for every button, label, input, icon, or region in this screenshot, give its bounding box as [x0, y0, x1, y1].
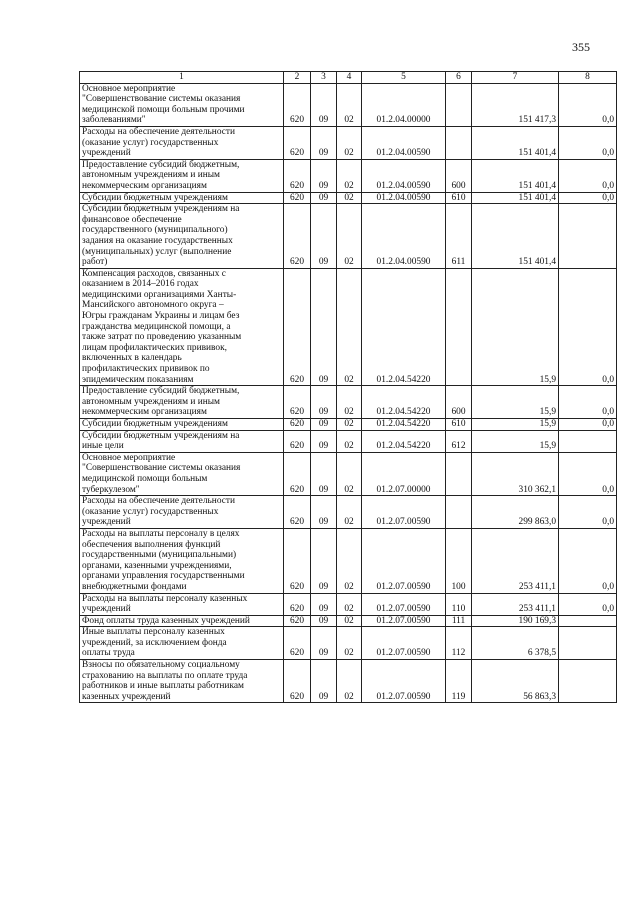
table-row	[80, 192, 617, 204]
admin-code-cell: 620	[284, 159, 311, 192]
header-cell: 8	[559, 72, 617, 84]
expense-type-cell: 100	[446, 528, 472, 593]
amount-2-cell: 0,0	[559, 159, 617, 192]
section-cell: 09	[311, 159, 337, 192]
expense-type-cell	[446, 83, 472, 126]
table-row	[80, 627, 617, 660]
subsection-cell: 02	[337, 430, 362, 452]
row-name-cell: Расходы на обеспечение деятельности (оказание услуг) государственных учреждений	[80, 496, 284, 529]
target-article-cell: 01.2.04.54220	[362, 430, 446, 452]
target-article-cell: 01.2.07.00590	[362, 593, 446, 615]
subsection-cell: 02	[337, 419, 362, 431]
section-cell: 09	[311, 83, 337, 126]
amount-2-cell	[559, 627, 617, 660]
table-row	[80, 83, 617, 126]
subsection-cell: 02	[337, 386, 362, 419]
amount-cell: 151 401,4	[472, 159, 559, 192]
target-article-cell: 01.2.04.00590	[362, 204, 446, 269]
section-cell: 09	[311, 528, 337, 593]
amount-cell: 56 863,3	[472, 660, 559, 703]
header-cell: 4	[337, 72, 362, 84]
table-row	[80, 660, 617, 703]
row-name-cell: Субсидии бюджетным учреждениям	[80, 192, 284, 204]
amount-cell: 15,9	[472, 419, 559, 431]
amount-cell: 299 863,0	[472, 496, 559, 529]
admin-code-cell: 620	[284, 386, 311, 419]
expense-type-cell: 111	[446, 615, 472, 627]
target-article-cell: 01.2.07.00590	[362, 615, 446, 627]
row-name-cell: Иные выплаты персоналу казенных учреждений, за исключением фонда оплаты труда	[80, 627, 284, 660]
subsection-cell: 02	[337, 159, 362, 192]
subsection-cell: 02	[337, 496, 362, 529]
target-article-cell: 01.2.07.00590	[362, 528, 446, 593]
amount-2-cell: 0,0	[559, 192, 617, 204]
admin-code-cell: 620	[284, 660, 311, 703]
row-name-cell: Предоставление субсидий бюджетным, автономным учреждениям и иным некоммерческим организациям	[80, 159, 284, 192]
amount-2-cell: 0,0	[559, 83, 617, 126]
amount-cell: 15,9	[472, 430, 559, 452]
subsection-cell: 02	[337, 627, 362, 660]
amount-cell: 15,9	[472, 386, 559, 419]
section-cell: 09	[311, 660, 337, 703]
amount-2-cell: 0,0	[559, 496, 617, 529]
expense-type-cell: 612	[446, 430, 472, 452]
table-row	[80, 528, 617, 593]
subsection-cell: 02	[337, 83, 362, 126]
section-cell: 09	[311, 204, 337, 269]
table-row	[80, 452, 617, 495]
target-article-cell: 01.2.04.00590	[362, 192, 446, 204]
row-name-cell: Субсидии бюджетным учреждениям на иные цели	[80, 430, 284, 452]
row-name-cell: Расходы на обеспечение деятельности (оказание услуг) государственных учреждений	[80, 126, 284, 159]
section-cell: 09	[311, 496, 337, 529]
subsection-cell: 02	[337, 615, 362, 627]
expense-type-cell	[446, 496, 472, 529]
amount-cell: 253 411,1	[472, 593, 559, 615]
amount-cell: 151 401,4	[472, 126, 559, 159]
target-article-cell: 01.2.04.54220	[362, 419, 446, 431]
expense-type-cell: 600	[446, 159, 472, 192]
row-name-cell: Основное мероприятие "Совершенствование системы оказания медицинской помощи больным туберкулезом"	[80, 452, 284, 495]
row-name-cell: Фонд оплаты труда казенных учреждений	[80, 615, 284, 627]
subsection-cell: 02	[337, 528, 362, 593]
row-name-cell: Основное мероприятие "Совершенствование системы оказания медицинской помощи больным прочими заболеваниями"	[80, 83, 284, 126]
admin-code-cell: 620	[284, 528, 311, 593]
row-name-cell: Расходы на выплаты персоналу казенных учреждений	[80, 593, 284, 615]
admin-code-cell: 620	[284, 627, 311, 660]
amount-2-cell: 0,0	[559, 268, 617, 386]
target-article-cell: 01.2.07.00590	[362, 660, 446, 703]
table-row	[80, 386, 617, 419]
header-cell: 7	[472, 72, 559, 84]
section-cell: 09	[311, 268, 337, 386]
subsection-cell: 02	[337, 268, 362, 386]
expense-type-cell: 611	[446, 204, 472, 269]
target-article-cell: 01.2.04.00000	[362, 83, 446, 126]
amount-2-cell: 0,0	[559, 126, 617, 159]
amount-2-cell: 0,0	[559, 386, 617, 419]
target-article-cell: 01.2.07.00590	[362, 496, 446, 529]
section-cell: 09	[311, 615, 337, 627]
header-cell: 1	[80, 72, 284, 84]
page-number: 355	[572, 40, 590, 54]
target-article-cell: 01.2.07.00590	[362, 627, 446, 660]
admin-code-cell: 620	[284, 126, 311, 159]
amount-cell: 151 417,3	[472, 83, 559, 126]
table-row	[80, 419, 617, 431]
budget-table	[79, 71, 617, 703]
target-article-cell: 01.2.07.00000	[362, 452, 446, 495]
amount-2-cell: 0,0	[559, 593, 617, 615]
expense-type-cell	[446, 268, 472, 386]
row-name-cell: Субсидии бюджетным учреждениям на финансовое обеспечение государственного (муниципального) задания на оказание государственных (муниципальных) услуг (выполнение работ)	[80, 204, 284, 269]
table-row	[80, 126, 617, 159]
admin-code-cell: 620	[284, 83, 311, 126]
admin-code-cell: 620	[284, 204, 311, 269]
expense-type-cell: 110	[446, 593, 472, 615]
amount-2-cell: 0,0	[559, 452, 617, 495]
row-name-cell: Расходы на выплаты персоналу в целях обеспечения выполнения функций государственными (муниципальными) органами, казенными учреждениями, органами управления государственными внебюджетными фондами	[80, 528, 284, 593]
subsection-cell: 02	[337, 192, 362, 204]
subsection-cell: 02	[337, 204, 362, 269]
table-row	[80, 204, 617, 269]
subsection-cell: 02	[337, 593, 362, 615]
target-article-cell: 01.2.04.00590	[362, 126, 446, 159]
section-cell: 09	[311, 192, 337, 204]
expense-type-cell: 600	[446, 386, 472, 419]
admin-code-cell: 620	[284, 430, 311, 452]
amount-cell: 151 401,4	[472, 204, 559, 269]
header-cell: 3	[311, 72, 337, 84]
amount-cell: 6 378,5	[472, 627, 559, 660]
amount-2-cell: 0,0	[559, 528, 617, 593]
admin-code-cell: 620	[284, 192, 311, 204]
amount-2-cell	[559, 204, 617, 269]
subsection-cell: 02	[337, 660, 362, 703]
expense-type-cell: 119	[446, 660, 472, 703]
expense-type-cell	[446, 452, 472, 495]
expense-type-cell: 610	[446, 419, 472, 431]
table-row	[80, 430, 617, 452]
target-article-cell: 01.2.04.54220	[362, 268, 446, 386]
row-name-cell: Предоставление субсидий бюджетным, автономным учреждениям и иным некоммерческим организациям	[80, 386, 284, 419]
amount-2-cell: 0,0	[559, 419, 617, 431]
table-row	[80, 593, 617, 615]
target-article-cell: 01.2.04.00590	[362, 159, 446, 192]
amount-2-cell	[559, 615, 617, 627]
amount-2-cell	[559, 430, 617, 452]
table-row	[80, 268, 617, 386]
amount-2-cell	[559, 660, 617, 703]
section-cell: 09	[311, 419, 337, 431]
admin-code-cell: 620	[284, 452, 311, 495]
admin-code-cell: 620	[284, 496, 311, 529]
amount-cell: 15,9	[472, 268, 559, 386]
target-article-cell: 01.2.04.54220	[362, 386, 446, 419]
admin-code-cell: 620	[284, 593, 311, 615]
amount-cell: 310 362,1	[472, 452, 559, 495]
table-row	[80, 496, 617, 529]
subsection-cell: 02	[337, 126, 362, 159]
section-cell: 09	[311, 452, 337, 495]
admin-code-cell: 620	[284, 268, 311, 386]
row-name-cell: Взносы по обязательному социальному страхованию на выплаты по оплате труда работников и иные выплаты работникам казенных учреждений	[80, 660, 284, 703]
section-cell: 09	[311, 430, 337, 452]
admin-code-cell: 620	[284, 419, 311, 431]
subsection-cell: 02	[337, 452, 362, 495]
section-cell: 09	[311, 593, 337, 615]
admin-code-cell: 620	[284, 615, 311, 627]
table-header-row	[80, 72, 617, 84]
section-cell: 09	[311, 126, 337, 159]
section-cell: 09	[311, 386, 337, 419]
section-cell: 09	[311, 627, 337, 660]
header-cell: 2	[284, 72, 311, 84]
amount-cell: 190 169,3	[472, 615, 559, 627]
table-row	[80, 159, 617, 192]
expense-type-cell: 610	[446, 192, 472, 204]
header-cell: 5	[362, 72, 446, 84]
expense-type-cell: 112	[446, 627, 472, 660]
amount-cell: 151 401,4	[472, 192, 559, 204]
amount-cell: 253 411,1	[472, 528, 559, 593]
table-row	[80, 615, 617, 627]
header-cell: 6	[446, 72, 472, 84]
row-name-cell: Субсидии бюджетным учреждениям	[80, 419, 284, 431]
row-name-cell: Компенсация расходов, связанных с оказанием в 2014–2016 годах медицинскими организациями Ханты- Мансийского автономного округа – Югры гражданам Украины и лицам без гражданства медицинской помощи, а также затрат по проведению указанным лицам профилактических прививок, включенных в календарь профилактических прививок по эпидемическим показаниям	[80, 268, 284, 386]
expense-type-cell	[446, 126, 472, 159]
